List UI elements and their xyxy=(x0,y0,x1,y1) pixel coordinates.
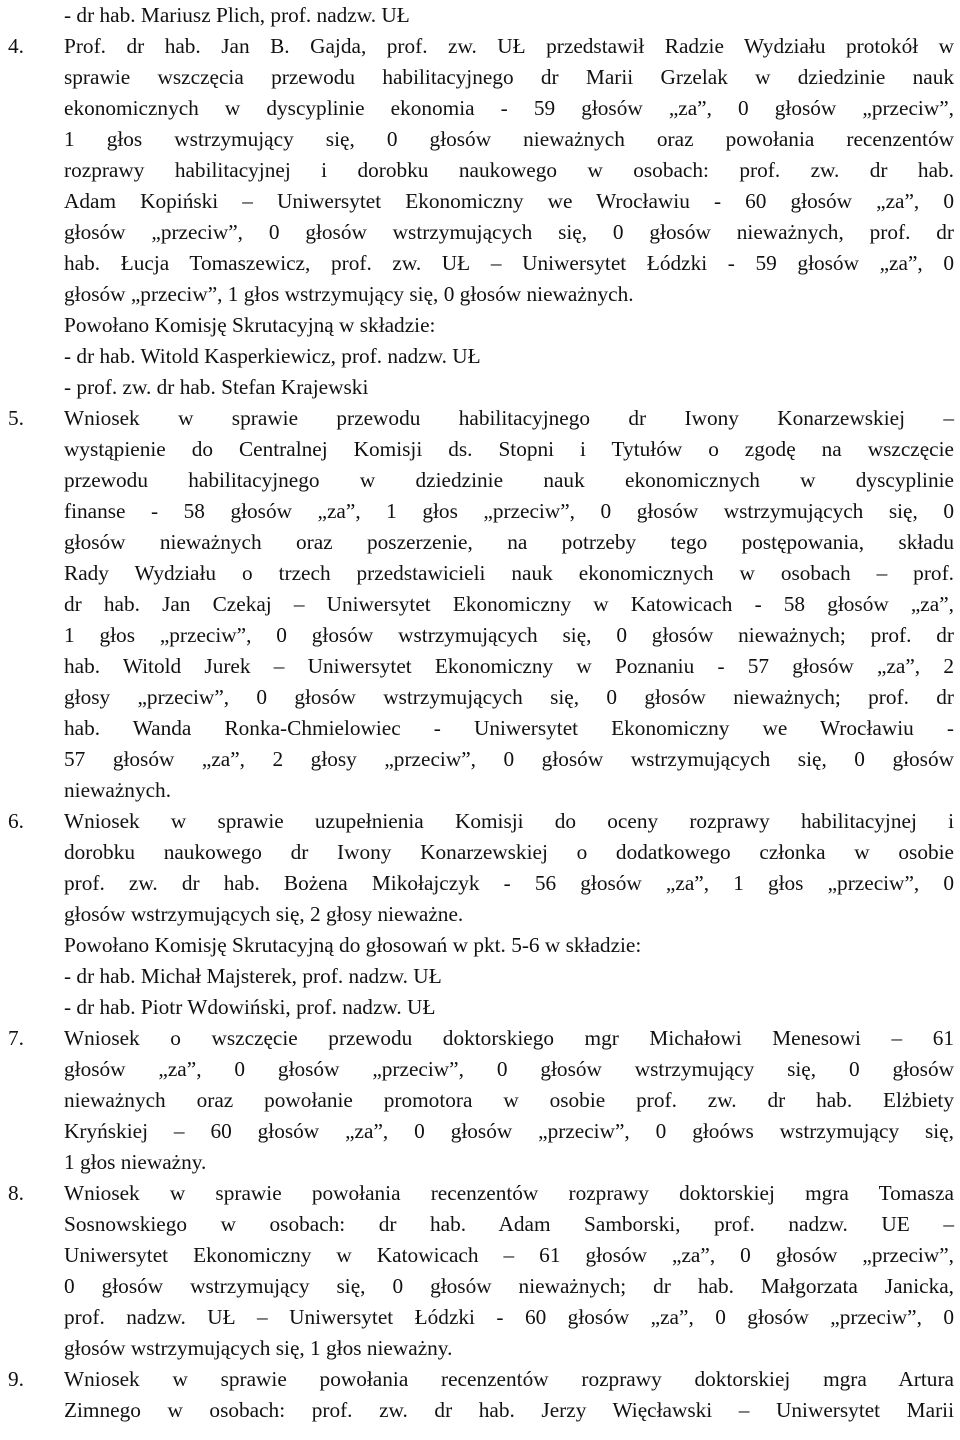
text-line: - prof. zw. dr hab. Stefan Krajewski xyxy=(64,375,369,399)
text-line: prof. zw. dr hab. Bożena Mikołajczyk - 56 głosów „za”, 1 głos „przeciw”, 0 xyxy=(64,871,954,895)
text-line: 57 głosów „za”, 2 głosy „przeciw”, 0 głosów wstrzymujących się, 0 głosów xyxy=(64,747,954,771)
text-line: wystąpienie do Centralnej Komisji ds. Stopni i Tytułów o zgodę na wszczęcie xyxy=(64,437,954,461)
text-line: głosów „za”, 0 głosów „przeciw”, 0 głosów wstrzymujący się, 0 głosów xyxy=(64,1057,954,1081)
list-item-number: 4. xyxy=(8,34,24,58)
text-line: rozprawy habilitacyjnej i dorobku naukowego w osobach: prof. zw. dr hab. xyxy=(64,158,954,182)
text-line: - dr hab. Piotr Wdowiński, prof. nadzw. UŁ xyxy=(64,995,436,1019)
text-line: finanse - 58 głosów „za”, 1 głos „przeciw”, 0 głosów wstrzymujących się, 0 xyxy=(64,499,954,523)
list-item-number: 6. xyxy=(8,809,24,833)
text-line: przewodu habilitacyjnego w dziedzinie nauk ekonomicznych w dyscyplinie xyxy=(64,468,954,492)
text-line: Uniwersytet Ekonomiczny w Katowicach – 61 głosów „za”, 0 głosów „przeciw”, xyxy=(64,1243,954,1267)
text-line: Powołano Komisję Skrutacyjną w składzie: xyxy=(64,313,436,337)
list-item-number: 8. xyxy=(8,1181,24,1205)
text-line: głosów „przeciw”, 0 głosów wstrzymujących się, 0 głosów nieważnych, prof. dr xyxy=(64,220,954,244)
text-line: - dr hab. Witold Kasperkiewicz, prof. nadzw. UŁ xyxy=(64,344,481,368)
text-line: hab. Witold Jurek – Uniwersytet Ekonomiczny w Poznaniu - 57 głosów „za”, 2 xyxy=(64,654,954,678)
list-item-number: 5. xyxy=(8,406,24,430)
text-line: ekonomicznych w dyscyplinie ekonomia - 59 głosów „za”, 0 głosów „przeciw”, xyxy=(64,96,954,120)
text-line: Wniosek w sprawie powołania recenzentów rozprawy doktorskiej mgra Tomasza xyxy=(64,1181,954,1205)
text-line: prof. nadzw. UŁ – Uniwersytet Łódzki - 60 głosów „za”, 0 głosów „przeciw”, 0 xyxy=(64,1305,954,1329)
text-line: sprawie wszczęcia przewodu habilitacyjnego dr Marii Grzelak w dziedzinie nauk xyxy=(64,65,954,89)
text-line: głosy „przeciw”, 0 głosów wstrzymujących się, 0 głosów nieważnych; prof. dr xyxy=(64,685,954,709)
text-line: Wniosek o wszczęcie przewodu doktorskiego mgr Michałowi Menesowi – 61 xyxy=(64,1026,954,1050)
text-line: Wniosek w sprawie uzupełnienia Komisji do oceny rozprawy habilitacyjnej i xyxy=(64,809,954,833)
text-line: dr hab. Jan Czekaj – Uniwersytet Ekonomiczny w Katowicach - 58 głosów „za”, xyxy=(64,592,954,616)
text-line: Kryńskiej – 60 głosów „za”, 0 głosów „przeciw”, 0 głoóws wstrzymujący się, xyxy=(64,1119,954,1143)
text-line: głosów wstrzymujących się, 2 głosy nieważne. xyxy=(64,902,464,926)
text-line: Zimnego w osobach: prof. zw. dr hab. Jerzy Więcławski – Uniwersytet Marii xyxy=(64,1398,954,1422)
text-line: głosów „przeciw”, 1 głos wstrzymujący się, 0 głosów nieważnych. xyxy=(64,282,634,306)
text-line: 1 głos „przeciw”, 0 głosów wstrzymujących się, 0 głosów nieważnych; prof. dr xyxy=(64,623,954,647)
text-line: Rady Wydziału o trzech przedstawicieli nauk ekonomicznych w osobach – prof. xyxy=(64,561,954,585)
text-line: dorobku naukowego dr Iwony Konarzewskiej o dodatkowego członka w osobie xyxy=(64,840,954,864)
text-line: 1 głos wstrzymujący się, 0 głosów nieważnych oraz powołania recenzentów xyxy=(64,127,954,151)
list-item-number: 9. xyxy=(8,1367,24,1391)
text-line: - dr hab. Mariusz Plich, prof. nadzw. UŁ xyxy=(64,3,410,27)
text-line: nieważnych oraz powołanie promotora w osobie prof. zw. dr hab. Elżbiety xyxy=(64,1088,954,1112)
text-line: 0 głosów wstrzymujący się, 0 głosów nieważnych; dr hab. Małgorzata Janicka, xyxy=(64,1274,954,1298)
text-line: nieważnych. xyxy=(64,778,172,802)
list-item-number: 7. xyxy=(8,1026,24,1050)
text-line: 1 głos nieważny. xyxy=(64,1150,207,1174)
text-line: głosów wstrzymujących się, 1 głos nieważny. xyxy=(64,1336,453,1360)
text-line: Adam Kopiński – Uniwersytet Ekonomiczny we Wrocławiu - 60 głosów „za”, 0 xyxy=(64,189,954,213)
text-line: Powołano Komisję Skrutacyjną do głosowań w pkt. 5-6 w składzie: xyxy=(64,933,642,957)
text-line: Wniosek w sprawie przewodu habilitacyjnego dr Iwony Konarzewskiej – xyxy=(64,406,954,430)
text-line: hab. Łucja Tomaszewicz, prof. zw. UŁ – Uniwersytet Łódzki - 59 głosów „za”, 0 xyxy=(64,251,954,275)
text-line: - dr hab. Michał Majsterek, prof. nadzw. UŁ xyxy=(64,964,442,988)
text-line: hab. Wanda Ronka-Chmielowiec - Uniwersytet Ekonomiczny we Wrocławiu - xyxy=(64,716,954,740)
text-line: Sosnowskiego w osobach: dr hab. Adam Samborski, prof. nadzw. UE – xyxy=(64,1212,954,1236)
text-line: Wniosek w sprawie powołania recenzentów rozprawy doktorskiej mgra Artura xyxy=(64,1367,954,1391)
text-line: głosów nieważnych oraz poszerzenie, na potrzeby tego postępowania, składu xyxy=(64,530,954,554)
text-line: Prof. dr hab. Jan B. Gajda, prof. zw. UŁ przedstawił Radzie Wydziału protokół w xyxy=(64,34,954,58)
